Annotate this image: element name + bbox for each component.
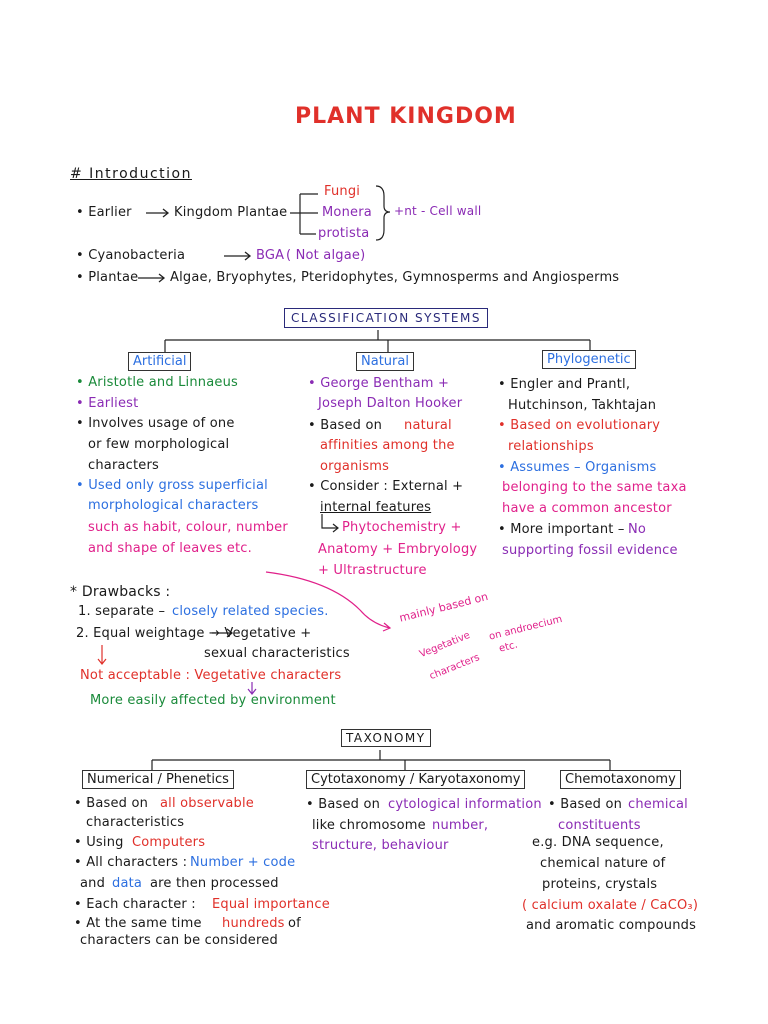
num-a5: • Each character : <box>74 897 196 912</box>
phylo-b1b: Hutchinson, Takhtajan <box>508 398 657 413</box>
num-a3-blue: Number + code <box>190 855 296 870</box>
phylo-b3b: belonging to the same taxa <box>502 480 687 495</box>
natural-b1a: • George Bentham + <box>308 376 450 391</box>
cyano-label: • Cyanobacteria <box>76 248 186 263</box>
num-a6-red: hundreds <box>222 916 285 931</box>
kingdom-plantae: Kingdom Plantae <box>174 205 288 220</box>
not-algae-label: ( Not algae) <box>286 248 366 263</box>
natural-label: Natural <box>356 352 414 371</box>
phylo-b3a: • Assumes – Organisms <box>498 460 657 475</box>
natural-b2a-red: natural <box>404 418 452 433</box>
note-vegetative: Vegetative <box>418 629 472 661</box>
drawback-2b: sexual characteristics <box>204 646 350 661</box>
phylo-b2a: • Based on evolutionary <box>498 418 661 433</box>
natural-b2b: affinities among the <box>320 438 455 453</box>
num-a1: • Based on <box>74 796 149 811</box>
artificial-b4c: such as habit, colour, number <box>88 520 288 535</box>
note-androecium: on androecium <box>488 613 564 643</box>
artificial-b2: • Earliest <box>76 396 139 411</box>
phylo-b4a-no: No <box>628 522 647 537</box>
num-a4-rest: are then processed <box>150 876 279 891</box>
chemo-h4: proteins, crystals <box>542 877 658 892</box>
phylo-b4a: • More important – <box>498 522 625 537</box>
cyto-c2: like chromosome <box>312 818 426 833</box>
num-a1-red: all observable <box>160 796 254 811</box>
chemo-h2: e.g. DNA sequence, <box>532 835 664 850</box>
classification-heading: CLASSIFICATION SYSTEMS <box>284 308 488 328</box>
natural-b3d: Anatomy + Embryology <box>318 542 478 557</box>
artificial-b1: • Aristotle and Linnaeus <box>76 375 239 390</box>
phylo-b1a: • Engler and Prantl, <box>498 377 631 392</box>
chemo-h5: ( calcium oxalate / CaCO₃) <box>522 898 699 913</box>
num-a3: • All characters : <box>74 855 188 870</box>
numerical-label: Numerical / Phenetics <box>82 770 234 789</box>
cyto-c3: structure, behaviour <box>312 838 449 853</box>
plantae-list: Algae, Bryophytes, Pteridophytes, Gymnosperms and Angiosperms <box>170 270 620 285</box>
artificial-b3c: characters <box>88 458 160 473</box>
note-characters: characters <box>428 652 482 683</box>
chemo-h3: chemical nature of <box>540 856 666 871</box>
num-a6-of: of <box>288 916 301 931</box>
note-mainly: mainly based on <box>398 589 490 625</box>
num-a1b: characteristics <box>86 815 185 830</box>
natural-b3e: + Ultrastructure <box>318 563 427 578</box>
earlier-label: • Earlier <box>76 205 132 220</box>
cyto-c1: • Based on <box>306 797 381 812</box>
bga-label: BGA <box>256 248 285 263</box>
artificial-b4a: • Used only gross superficial <box>76 478 268 493</box>
num-a5-red: Equal importance <box>212 897 330 912</box>
cyto-c1-purple: cytological information <box>388 797 542 812</box>
num-a6b: characters can be considered <box>80 933 278 948</box>
monera-label: Monera <box>322 205 372 220</box>
num-a2: • Using <box>74 835 124 850</box>
artificial-b3a: • Involves usage of one <box>76 416 235 431</box>
intro-heading: # Introduction <box>70 166 192 182</box>
page-title: PLANT KINGDOM <box>295 104 517 129</box>
drawback-2: 2. Equal weightage → Vegetative + <box>76 626 312 641</box>
cell-wall-note: +nt - Cell wall <box>394 204 482 218</box>
drawback-1-blue: closely related species. <box>172 604 329 619</box>
artificial-b4d: and shape of leaves etc. <box>88 541 252 556</box>
note-etc: etc. <box>498 639 519 655</box>
artificial-b3b: or few morphological <box>88 437 230 452</box>
num-a4-blue: data <box>112 876 143 891</box>
not-acceptable: Not acceptable : Vegetative characters <box>80 668 342 683</box>
phylo-b2b: relationships <box>508 439 594 454</box>
natural-b3b: internal features <box>320 500 432 515</box>
phylogenetic-label: Phylogenetic <box>542 350 636 369</box>
fungi-label: Fungi <box>324 184 361 199</box>
num-a6: • At the same time <box>74 916 202 931</box>
chemo-h6: and aromatic compounds <box>526 918 697 933</box>
more-easily: More easily affected by environment <box>90 693 336 708</box>
natural-b3a: • Consider : External + <box>308 479 464 494</box>
phylo-b3c: have a common ancestor <box>502 501 672 516</box>
chemo-h1: • Based on <box>548 797 623 812</box>
natural-b1b: Joseph Dalton Hooker <box>318 396 463 411</box>
chemo-h1-purple: chemical <box>628 797 688 812</box>
num-a2-red: Computers <box>132 835 206 850</box>
drawbacks-heading: * Drawbacks : <box>70 584 171 600</box>
protista-label: protista <box>318 226 370 241</box>
plantae-label: • Plantae <box>76 270 139 285</box>
natural-b3c: Phytochemistry + <box>342 520 462 535</box>
num-a4: and <box>80 876 106 891</box>
phylo-b4b: supporting fossil evidence <box>502 543 678 558</box>
artificial-b4b: morphological characters <box>88 498 259 513</box>
cyto-label: Cytotaxonomy / Karyotaxonomy <box>306 770 525 789</box>
natural-b2c: organisms <box>320 459 390 474</box>
drawback-1: 1. separate – <box>78 604 166 619</box>
natural-b2a: • Based on <box>308 418 383 433</box>
taxonomy-heading: TAXONOMY <box>341 729 431 747</box>
chemo-h1b: constituents <box>558 818 641 833</box>
cyto-c2-purple: number, <box>432 818 489 833</box>
artificial-label: Artificial <box>128 352 191 371</box>
chemo-label: Chemotaxonomy <box>560 770 681 789</box>
